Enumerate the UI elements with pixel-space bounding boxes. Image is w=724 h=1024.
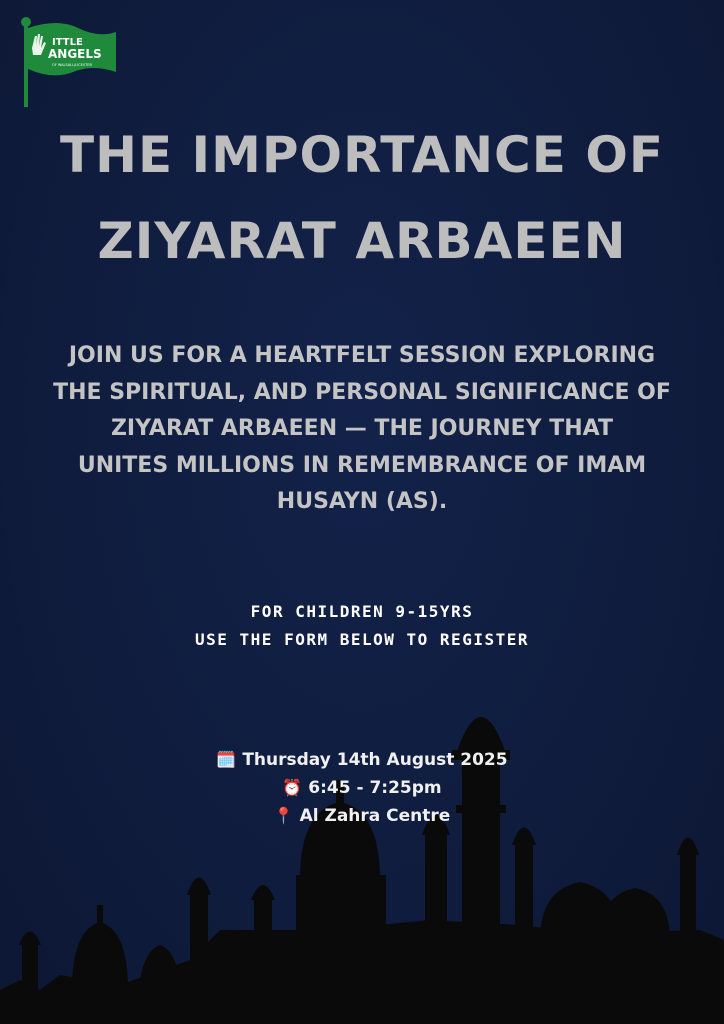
logo-text-line1: ITTLE bbox=[52, 37, 83, 48]
description-line: JOIN US FOR A HEARTFELT SESSION EXPLORING bbox=[68, 343, 656, 368]
description-line: ZIYARAT ARBAEEN — THE JOURNEY THAT bbox=[110, 416, 614, 441]
location-row bbox=[0, 802, 724, 830]
event-date: Thursday 14th August 2025 bbox=[242, 750, 508, 770]
event-title bbox=[0, 112, 724, 284]
logo-text-line2: ANGELS bbox=[48, 47, 102, 61]
logo-tagline: OF WALSALL/LICESTER bbox=[52, 63, 92, 67]
event-description bbox=[30, 338, 694, 521]
description-line: THE SPIRITUAL, AND PERSONAL SIGNIFICANCE OF bbox=[53, 379, 671, 405]
description-line: HUSAYN (AS). bbox=[276, 489, 448, 514]
event-location: Al Zahra Centre bbox=[299, 806, 451, 826]
time-row bbox=[0, 774, 724, 802]
mosque-skyline bbox=[0, 690, 724, 1024]
flag-logo-icon bbox=[18, 14, 118, 109]
audience-text: FOR CHILDREN 9-15YRS bbox=[250, 602, 474, 621]
title-line-2: ZIYARAT ARBAEEN bbox=[97, 212, 627, 270]
event-time: 6:45 - 7:25pm bbox=[308, 778, 442, 798]
registration-info bbox=[0, 598, 724, 654]
register-text: USE THE FORM BELOW TO REGISTER bbox=[195, 630, 529, 649]
description-line: UNITES MILLIONS IN REMEMBRANCE OF IMAM bbox=[77, 452, 647, 478]
little-angels-flag-logo bbox=[18, 14, 118, 109]
event-details bbox=[0, 746, 724, 830]
alarm-clock-icon: ⏰ bbox=[282, 778, 303, 797]
date-row bbox=[0, 746, 724, 774]
title-line-1: THE IMPORTANCE OF bbox=[60, 126, 664, 184]
pin-icon: 📍 bbox=[273, 806, 294, 825]
calendar-icon: 🗓️ bbox=[216, 750, 237, 769]
